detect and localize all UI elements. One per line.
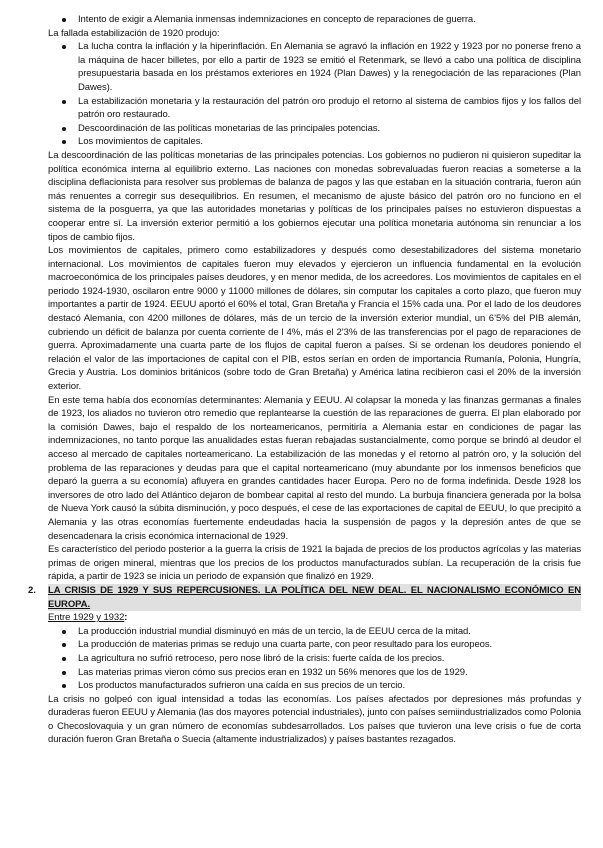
bullet-item-manufactured-goods: Los productos manufacturados sufrieron una caída en sus precios de un tercio. — [48, 679, 581, 693]
bullet-item-agriculture: La agricultura no sufrió retroceso, pero nose libró de la crisis: fuerte caída de los precios. — [48, 652, 581, 666]
paragraph-capital-movements: Los movimientos de capitales, primero como estabilizadores y después como desestabilizadores del sistema monetario internacional. Los movimientos de capitales fueron muy elevados y ejercieron un influencia fundamental en la evolución macroeconómica de los principales países deudores, y en menor medida, de los acreedores. Los movimientos de capitales en el periodo 1924-1930, oscilaron entre 9000 y 11000 millones de dólares, sin computar los capitales a corto plazo, que fueron muy importantes a partir de 1924. EEUU aportó el 60% el total, Gran Bretaña y Francia el 15% cada una. Por el lado de los deudores destacó Alemania, con 4200 millones de dólares, más de un tercio de la inversión exterior mundial, un 6’5% del PIB alemán, cubriendo un déficit de balanza por cuenta corriente de l 4%, más el 2’3% de las transferencias por el pago de reparaciones de guerra. Aproximadamente una cuarta parte de los flujos de capital fueron a países. Si se ordenan los deudores poniendo el relación el valor de las importaciones de capital con el PIB, estos serían en orden de importancia Rumanía, Polonia, Hungría, Grecia y Austria. Los dominios británicos (sobre todo de Gran Bretaña) y América latina recibieron casi el 20% de la inversión exterior. — [48, 245, 581, 393]
bullet-item-gold-standard: La estabilización monetaria y la restauración del patrón oro produjo el retorno al sistema de cambios fijos y los fallos del patrón oro restaurado. — [48, 95, 581, 122]
bullet-item-material-prices: Las materias primas vieron cómo sus precios eran en 1932 un 56% menores que los de 1929. — [48, 666, 581, 680]
bullet-item-industrial-production: La producción industrial mundial disminuyó en más de un tercio, la de EEUU cerca de la mitad. — [48, 625, 581, 639]
paragraph-germany-usa: En este tema había dos economías determinantes: Alemania y EEUU. Al colapsar la moneda y las finanzas germanas a finales de 1923, los aliados no tuvieron otro remedio que replantearse la cuestión de las reparaciones de guerra. El plan elaborado por la comisión Dawes, bajo el respaldo de los norteamericanos, permitiría a Alemania estar en condiciones de pagar las indemnizaciones, no tanto porque las anualidades estas fueran rebajadas sustancialmente, como porque se brindó al deudor el acceso al mercado de capitales norteamericano. La estabilización de las monedas y el retorno al patrón oro, y la solución del problema de las reparaciones y deudas para que el capital norteamericano (muy abundante por los inmensos beneficios que deparó la guerra a su economía) afluyera en grandes cantidades hacer Europa. Pero no de forma indefinida. Desde 1928 los inversores de otro lado del Atlántico dejaron de bombear capital al resto del mundo. La burbuja financiera generada por la bolsa de Nueva York causó la súbita disminución, y poco después, el cese de las exportaciones de capital de EEUU, lo que precipitó a Alemania y las otras economías fuertemente endeudadas hacia la suspensión de pagos y la depresión antes de que se desencadenara la crisis económica internacional de 1929. — [48, 394, 581, 542]
section-number: 2. — [28, 584, 36, 596]
section-heading — [28, 584, 581, 611]
subheading-text: Entre 1929 y 1932 — [48, 612, 125, 624]
paragraph-discoordination: La descoordinación de las políticas monetarias de las principales potencias. Los gobiernos no pudieron ni quisieron supeditar la política económica interna al equilibrio externo. Las naciones con monedas sobrevaluadas fueron reacias a someterse a la disciplina deflacionista para resolver sus problemas de balanza de pagos y las que estaban en la situación contraria, fueron aún más renuentes a corregir sus desequilibrios. En resumen, el mecanismo de ajuste básico del patrón oro no funciono en el sistema de la posguerra, ya que las autoridades monetarias y políticas de los principales países no estuvieron dispuestas a cooperar entre sí. La inversión exterior permitió a los gobiernos ejecutar una política monetaria autónoma sin renunciar a los tipos de cambio fijos. — [48, 149, 581, 243]
section-heading-text: LA CRISIS DE 1929 Y SUS REPERCUSIONES. LA POLÍTICA DEL NEW DEAL. EL NACIONALISMO ECONÓMICO EN EUROPA. — [48, 584, 581, 610]
subheading-suffix: : — [124, 612, 128, 624]
bullet-item-reparations: Intento de exigir a Alemania inmensas indemnizaciones en concepto de reparaciones de guerra. — [48, 13, 581, 27]
subheading — [48, 611, 581, 625]
stabilization-title: La fallada estabilización de 1920 produjo: — [48, 27, 220, 39]
bullet-item-raw-materials: La producción de materias primas se redujo una cuarta parte, con peor resultado para los europeos. — [48, 638, 581, 652]
paragraph-crisis-intensity: La crisis no golpeó con igual intensidad a todas las economías. Los países afectados por depresiones más profundas y duraderas fueron EEUU y Alemania (las dos mayores potencial industriales), junto con países semiindustrializados como Polonia o Checoslovaquia y un gran número de economías subdesarrollados. Los países que tuvieron una leve crisis o fue de corta duración fueron Gran Bretaña o Suecia (altamente industrializados) y países bastantes rezagados. — [48, 693, 581, 746]
bullet-item-policy-discoordination: Descoordinación de las políticas monetarias de las principales potencias. — [48, 122, 581, 136]
bullet-item-inflation: La lucha contra la inflación y la hiperinflación. En Alemania se agravó la inflación en 1922 y 1923 por no ponerse freno a la máquina de hacer billetes, por ello a partir de 1923 se emitió el Retenmark, se llevó a cabo una política de disciplina presupuestaria basada en los préstamos exteriores en 1924 (Plan Dawes) y la renegociación de las reparaciones (Plan Dawes). — [48, 40, 581, 94]
paragraph-postwar-prices: Es característico del periodo posterior a la guerra la crisis de 1921 la bajada de precios de los productos agrícolas y las materias primas de origen mineral, mientras que los precios de los productos manufacturados subían. La recuperación de la crisis fue rápida, a partir de 1923 se inicia un periodo de expansión que finalizó en 1929. — [48, 544, 581, 583]
bullet-item-capital-movements: Los movimientos de capitales. — [48, 135, 581, 149]
